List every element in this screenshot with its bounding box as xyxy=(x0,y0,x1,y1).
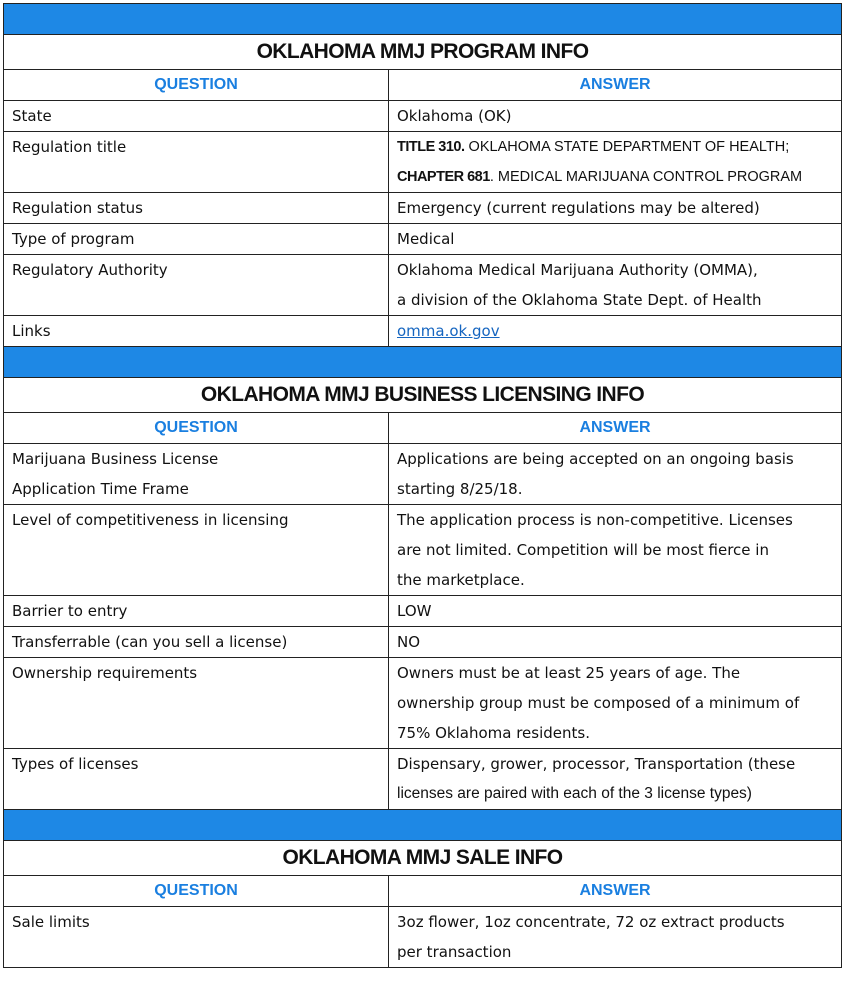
question-cell: Sale limits xyxy=(4,907,389,968)
answer-line: Oklahoma Medical Marijuana Authority (OMMA), xyxy=(397,261,758,279)
table-row xyxy=(4,316,842,347)
table-row xyxy=(4,596,842,627)
answer-cell xyxy=(389,132,842,193)
answer-line: The application process is non-competitive. Licenses xyxy=(397,511,793,529)
table-row xyxy=(4,255,842,316)
answer-line: per transaction xyxy=(397,943,512,961)
answer-cell: Oklahoma (OK) xyxy=(389,101,842,132)
question-cell: Ownership requirements xyxy=(4,658,389,749)
table-row xyxy=(4,658,842,749)
answer-cell: NO xyxy=(389,627,842,658)
section-band-sale xyxy=(4,810,842,841)
section-title-sale: OKLAHOMA MMJ SALE INFO xyxy=(4,841,842,876)
question-cell xyxy=(4,444,389,505)
section-title-licensing: OKLAHOMA MMJ BUSINESS LICENSING INFO xyxy=(4,378,842,413)
table-row xyxy=(4,224,842,255)
regulation-chapter-text: . MEDICAL MARIJUANA CONTROL PROGRAM xyxy=(489,169,803,185)
answer-cell xyxy=(389,255,842,316)
question-header: QUESTION xyxy=(4,876,389,907)
mmj-info-document xyxy=(3,3,841,968)
question-cell: Links xyxy=(4,316,389,347)
question-cell: Regulatory Authority xyxy=(4,255,389,316)
question-cell: Types of licenses xyxy=(4,749,389,810)
question-cell: Regulation status xyxy=(4,193,389,224)
answer-line: ownership group must be composed of a minimum of xyxy=(397,694,800,712)
table-row xyxy=(4,444,842,505)
table-header-row xyxy=(4,413,842,444)
question-cell: Barrier to entry xyxy=(4,596,389,627)
question-header: QUESTION xyxy=(4,413,389,444)
answer-cell xyxy=(389,749,842,810)
answer-line: 75% Oklahoma residents. xyxy=(397,724,590,742)
question-cell: Regulation title xyxy=(4,132,389,193)
answer-header: ANSWER xyxy=(389,876,842,907)
answer-header: ANSWER xyxy=(389,70,842,101)
question-cell: Transferrable (can you sell a license) xyxy=(4,627,389,658)
question-cell: State xyxy=(4,101,389,132)
answer-cell xyxy=(389,505,842,596)
question-header: QUESTION xyxy=(4,70,389,101)
answer-cell: LOW xyxy=(389,596,842,627)
table-row xyxy=(4,749,842,810)
answer-line: starting 8/25/18. xyxy=(397,480,523,498)
question-line: Marijuana Business License xyxy=(12,450,219,468)
answer-line: 3oz flower, 1oz concentrate, 72 oz extract products xyxy=(397,913,785,931)
table-row xyxy=(4,907,842,968)
answer-cell xyxy=(389,658,842,749)
table-row xyxy=(4,627,842,658)
table-row xyxy=(4,193,842,224)
table-row xyxy=(4,505,842,596)
answer-cell: Medical xyxy=(389,224,842,255)
question-cell: Type of program xyxy=(4,224,389,255)
section-band-program xyxy=(4,4,842,35)
answer-line: licenses are paired with each of the 3 license types) xyxy=(397,785,752,802)
answer-header: ANSWER xyxy=(389,413,842,444)
regulation-chapter-bold: CHAPTER 681 xyxy=(397,169,490,185)
omma-link[interactable]: omma.ok.gov xyxy=(397,322,500,340)
answer-line: a division of the Oklahoma State Dept. of Health xyxy=(397,291,762,309)
regulation-title-text: OKLAHOMA STATE DEPARTMENT OF HEALTH; xyxy=(464,139,790,155)
answer-line: Dispensary, grower, processor, Transportation (these xyxy=(397,755,796,773)
section-band-licensing xyxy=(4,347,842,378)
answer-cell xyxy=(389,316,842,347)
answer-cell: Emergency (current regulations may be altered) xyxy=(389,193,842,224)
question-line: Application Time Frame xyxy=(12,480,189,498)
answer-cell xyxy=(389,907,842,968)
question-cell: Level of competitiveness in licensing xyxy=(4,505,389,596)
answer-line: are not limited. Competition will be most fierce in xyxy=(397,541,769,559)
regulation-title-bold: TITLE 310. xyxy=(397,139,465,155)
table-header-row xyxy=(4,876,842,907)
answer-cell xyxy=(389,444,842,505)
mmj-info-table xyxy=(3,3,842,968)
table-header-row xyxy=(4,70,842,101)
table-row xyxy=(4,101,842,132)
section-title-program: OKLAHOMA MMJ PROGRAM INFO xyxy=(4,35,842,70)
answer-line: the marketplace. xyxy=(397,571,525,589)
answer-line: Applications are being accepted on an ongoing basis xyxy=(397,450,794,468)
table-row xyxy=(4,132,842,193)
answer-line: Owners must be at least 25 years of age. The xyxy=(397,664,741,682)
